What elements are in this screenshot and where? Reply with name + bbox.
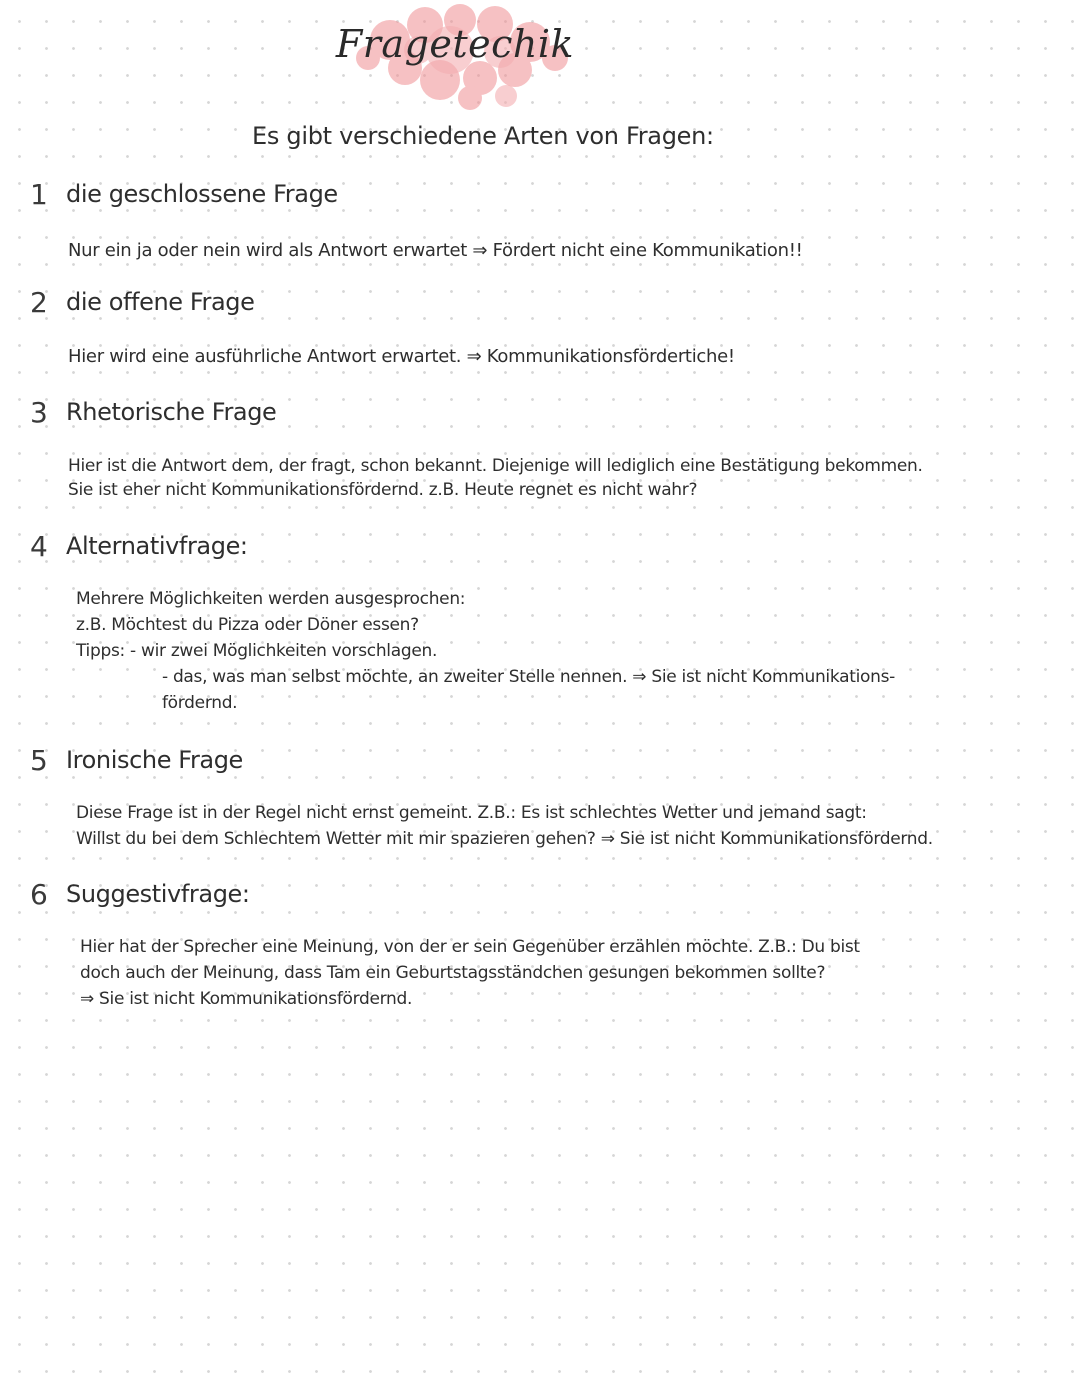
section-number: 4: [30, 530, 48, 563]
body-line: Nur ein ja oder nein wird als Antwort erwartet ⇒ Fördert nicht eine Kommunikation!!: [68, 240, 803, 261]
body-line: Hier hat der Sprecher eine Meinung, von der er sein Gegenüber erzählen möchte. Z.B.: Du bist: [80, 937, 860, 957]
section-body: [76, 586, 895, 716]
section-number: 1: [30, 178, 48, 211]
section-body: [80, 934, 860, 1012]
section-body: [76, 800, 933, 852]
section-heading: Rhetorische Frage: [66, 398, 277, 426]
body-line: - das, was man selbst möchte, an zweiter Stelle nennen. ⇒ Sie ist nicht Kommunikations-: [162, 667, 895, 687]
section-number: 2: [30, 286, 48, 319]
section-heading: Alternativfrage:: [66, 532, 248, 560]
section-body: [68, 238, 803, 264]
body-line: Hier ist die Antwort dem, der fragt, schon bekannt. Diejenige will lediglich eine Bestätigung bekommen.: [68, 456, 923, 476]
section-number: 6: [30, 878, 48, 911]
section-number: 3: [30, 396, 48, 429]
body-line: Willst du bei dem Schlechtem Wetter mit mir spazieren gehen? ⇒ Sie ist nicht Kommunikationsfördernd.: [76, 829, 933, 849]
section-heading: die geschlossene Frage: [66, 180, 338, 208]
section-body: [68, 454, 923, 502]
body-line: Diese Frage ist in der Regel nicht ernst gemeint. Z.B.: Es ist schlechtes Wetter und jemand sagt:: [76, 803, 867, 823]
body-line: doch auch der Meinung, dass Tam ein Geburtstagsständchen gesungen bekommen sollte?: [80, 963, 826, 983]
body-line: Hier wird eine ausführliche Antwort erwartet. ⇒ Kommunikationsfördertiche!: [68, 346, 735, 367]
body-line: Mehrere Möglichkeiten werden ausgesprochen:: [76, 589, 466, 609]
section-body: [68, 344, 735, 370]
page-title: Fragetechik: [335, 22, 575, 66]
body-line: z.B. Möchtest du Pizza oder Döner essen?: [76, 615, 419, 635]
body-line: fördernd.: [162, 693, 238, 713]
title-block: [330, 0, 580, 118]
body-line: Sie ist eher nicht Kommunikationsfördernd. z.B. Heute regnet es nicht wahr?: [68, 480, 698, 500]
intro-text: Es gibt verschiedene Arten von Fragen:: [252, 122, 714, 150]
section-heading: Suggestivfrage:: [66, 880, 250, 908]
section-heading: die offene Frage: [66, 288, 255, 316]
section-number: 5: [30, 744, 48, 777]
body-line: ⇒ Sie ist nicht Kommunikationsfördernd.: [80, 989, 413, 1009]
body-line: Tipps: - wir zwei Möglichkeiten vorschlagen.: [76, 641, 438, 661]
section-heading: Ironische Frage: [66, 746, 243, 774]
